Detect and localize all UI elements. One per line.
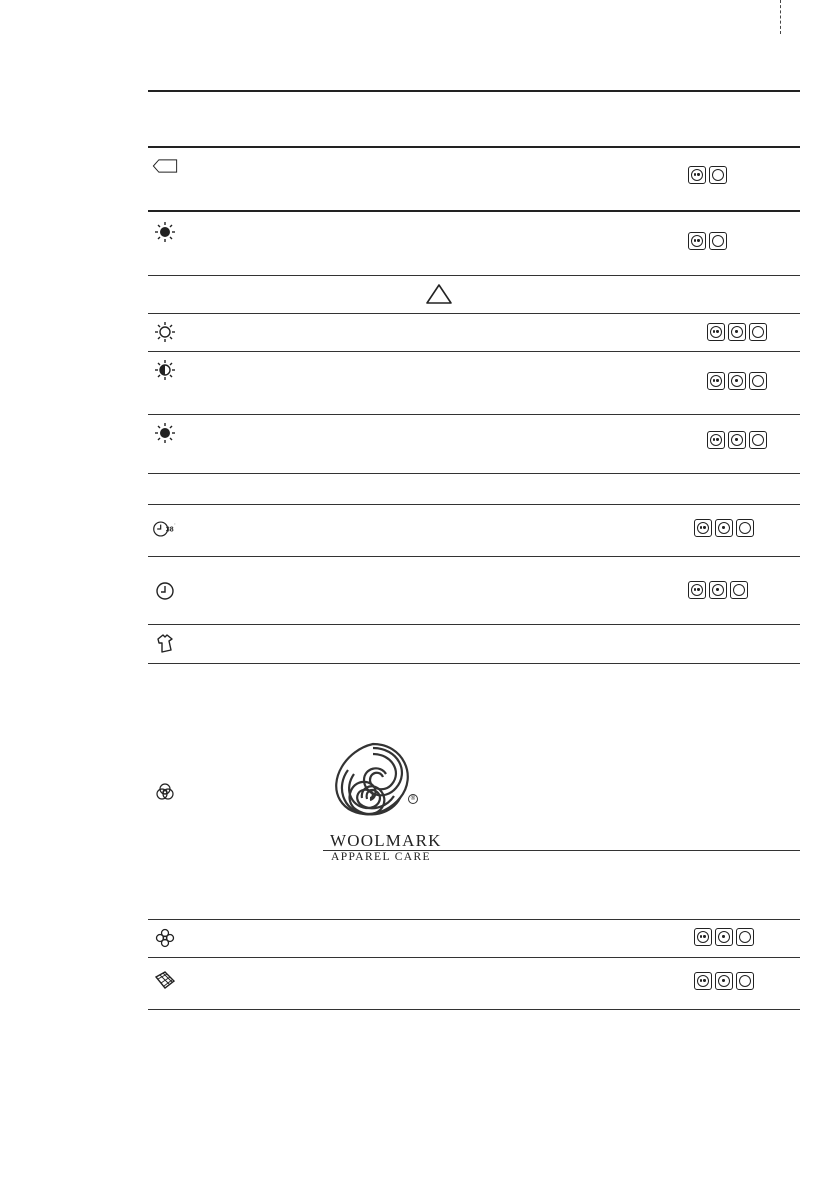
table-row [148,314,800,352]
table-header-row [148,90,800,148]
table-row [148,352,800,415]
woolmark-wordmark: WOOLMARK [330,831,442,850]
table-row [148,148,800,212]
svg-text:38: 38 [165,526,174,534]
sun-filled-icon [152,220,178,244]
table-row [148,625,800,664]
table-row [148,474,800,505]
woolmark-apparel-care-logo [328,742,448,863]
table-row [148,276,800,314]
woolmark-icon [152,780,178,804]
table-row [148,958,800,1010]
dryness-indicator [707,372,767,390]
sports-net-icon [152,968,178,992]
sun-filled-icon [152,421,178,445]
sub-divider [323,850,800,851]
dryness-indicator [688,581,748,599]
dryness-indicator [694,928,754,946]
dot-square [688,232,706,250]
dryness-indicator [694,519,754,537]
dryness-indicator [694,972,754,990]
table-row [148,212,800,276]
table-row [148,664,800,920]
dryness-indicator [688,232,727,250]
registered-mark: ® [408,794,418,804]
drying-programme-table [148,90,800,1010]
sun-outline-icon [152,320,178,344]
table-row [148,920,800,958]
table-row [148,415,800,474]
table-row [148,557,800,625]
woolmark-ball-icon [328,742,418,822]
dot-square [709,232,727,250]
svg-text:': ' [174,522,176,528]
timer-38-icon [152,517,178,541]
shirt-icon [152,631,178,655]
dryness-indicator [688,166,727,184]
dot-square [709,166,727,184]
flower-icon [152,926,178,950]
clock-icon [152,579,178,603]
cupboard-iron-tag-icon [152,154,178,178]
apparel-care-wordmark: APPAREL CARE [331,851,431,863]
dryness-indicator [707,431,767,449]
dot-square [688,166,706,184]
triangle-warning-icon [424,282,454,311]
table-row [148,505,800,557]
cut-line [780,0,781,34]
sun-half-icon [152,358,178,382]
dryness-indicator [707,323,767,341]
